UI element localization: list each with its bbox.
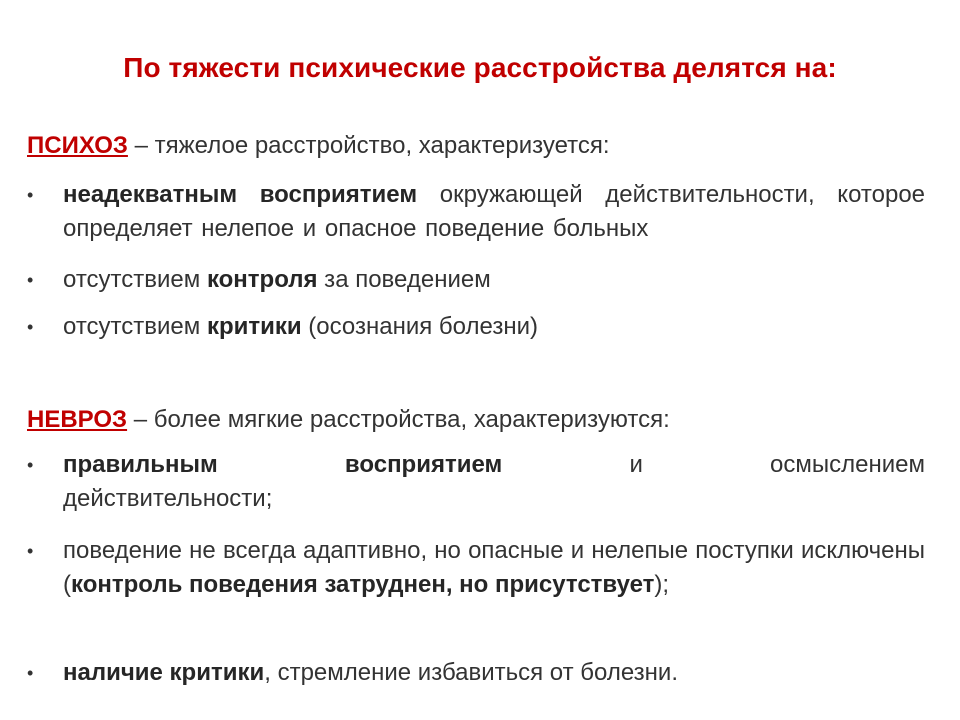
neurosis-term: НЕВРОЗ: [27, 406, 128, 433]
bullet-icon: •: [27, 270, 34, 290]
neurosis-intro: – более мягкие расстройства, характеризуются:: [127, 406, 670, 433]
psychosis-intro: – тяжелое расстройство, характеризуется:: [127, 132, 610, 159]
bullet-bold-text: контроля: [206, 266, 318, 293]
neurosis-bullet-2: [27, 534, 925, 602]
bullet-icon: •: [27, 455, 34, 475]
bullet-icon: •: [27, 317, 34, 337]
bullet-text: отсутствием: [63, 266, 207, 293]
psychosis-bullet-1: [27, 178, 925, 246]
neurosis-bullet-1: [27, 448, 925, 516]
psychosis-bullet-3: [27, 310, 925, 344]
bullet-text: окружающей действительности, которое определяет нелепое и опасное поведение больных: [63, 181, 926, 242]
psychosis-term: ПСИХОЗ: [27, 132, 128, 159]
psychosis-heading: [27, 130, 610, 162]
bullet-bold-text: неадекватным восприятием: [63, 181, 418, 208]
bullet-bold-text: критики: [206, 313, 302, 340]
bullet-bold-text: контроль поведения затруднен, но присутствует: [71, 571, 655, 598]
psychosis-bullet-2: [27, 263, 925, 297]
bullet-icon: •: [27, 541, 34, 561]
bullet-text: );: [654, 571, 670, 598]
bullet-text: , стремление избавиться от болезни.: [264, 659, 679, 686]
neurosis-bullet-3: [27, 656, 925, 690]
bullet-text: и осмыслением действительности;: [63, 451, 926, 512]
bullet-text: отсутствием: [63, 313, 207, 340]
bullet-text: за поведением: [317, 266, 491, 293]
bullet-bold-text: правильным восприятием: [63, 451, 503, 478]
bullet-text: (осознания болезни): [301, 313, 538, 340]
neurosis-heading: [27, 404, 670, 436]
bullet-bold-text: наличие критики: [63, 659, 265, 686]
slide-title: По тяжести психические расстройства делятся на:: [123, 52, 837, 83]
bullet-text: поведение не всегда адаптивно, но опасные и нелепые поступки исключены (: [63, 537, 925, 598]
bullet-icon: •: [27, 185, 34, 205]
bullet-icon: •: [27, 663, 34, 683]
